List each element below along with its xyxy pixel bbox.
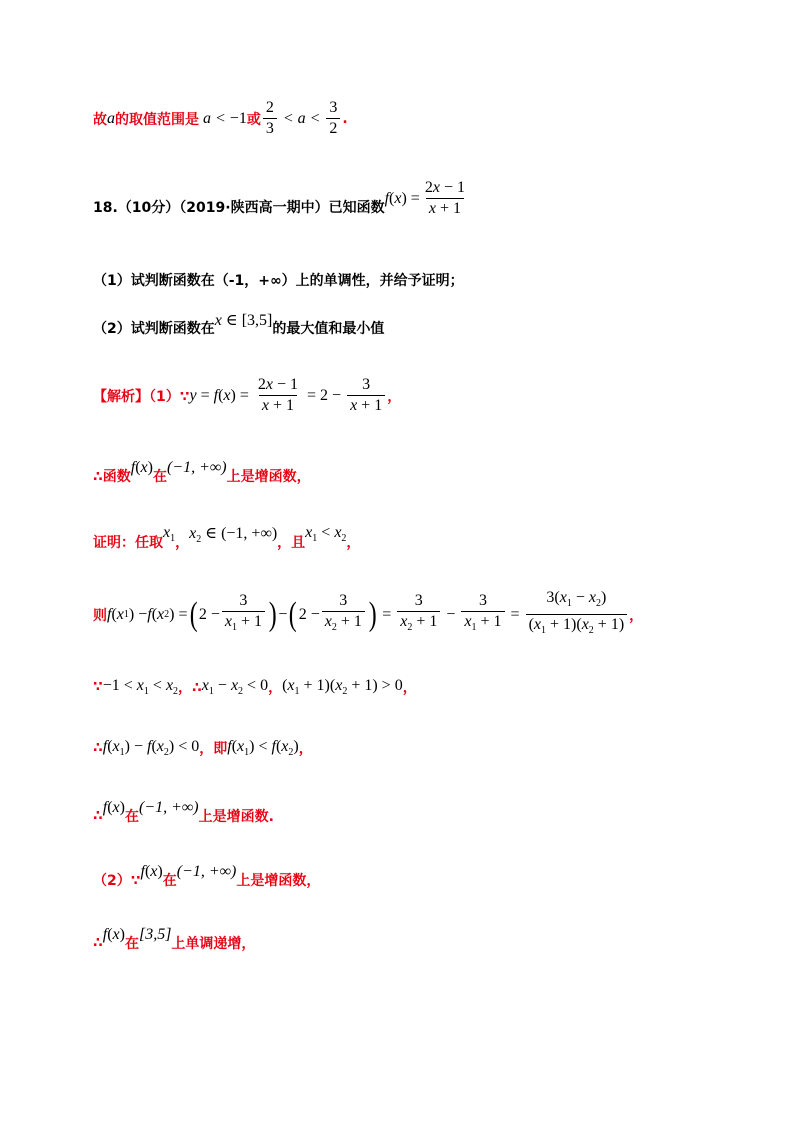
range-conclusion [93, 98, 348, 139]
text: 在 [152, 469, 167, 485]
text: 【解析】（1）∵ [93, 388, 190, 405]
text: （1）试判断函数在（-1，+∞）上的单调性，并给予证明； [93, 273, 464, 289]
math-interval: (−1, +∞) [176, 863, 237, 880]
text: . [342, 110, 348, 127]
math-ineq-1: a < −1 [199, 109, 247, 127]
math-interval-x: x ∈ [3,5] [214, 312, 273, 329]
text: ， [629, 607, 644, 624]
text: ∴函数 [93, 469, 131, 485]
text: 上是增函数， [236, 873, 321, 889]
text: ， [268, 680, 283, 697]
solution-step-6 [93, 738, 313, 758]
text: （2）试判断函数在 [93, 321, 215, 337]
text: 或 [246, 111, 261, 128]
question-part-2 [93, 312, 385, 338]
text: ，即 [199, 741, 228, 758]
text: 则 [93, 607, 107, 624]
text: 证明：任取 [93, 535, 163, 552]
text: 故 [93, 111, 107, 128]
math-fx: f(x) [130, 459, 153, 476]
text: 在 [162, 873, 177, 889]
text: 上单调递增， [171, 936, 256, 952]
text: ， [387, 388, 402, 405]
math-diff-neg: $x_1 - x_2 < 0$ [201, 677, 269, 698]
math-x2-in: $x_2$ ∈ (−1, +∞) [189, 525, 278, 546]
math-fx: f(x) [140, 863, 163, 880]
text: 的最大值和最小值 [272, 321, 385, 337]
math-product-pos: $(x_1 + 1)(x_2 + 1) > 0$ [282, 677, 403, 698]
solution-step-1 [93, 375, 401, 416]
text: 在 [124, 936, 139, 952]
text: （2）∵ [93, 873, 141, 889]
math-interval: (−1, +∞) [138, 799, 199, 816]
solution-step-3 [93, 524, 361, 553]
text: ， [175, 535, 190, 552]
solution-part-2-step-2 [93, 926, 256, 953]
text: ， [298, 741, 313, 758]
math-interval-35: [3,5] [138, 926, 172, 943]
text: 在 [124, 809, 139, 825]
text: ， [346, 535, 361, 552]
text: ∴ [93, 740, 103, 757]
math-order: $-1 < x_1 < x_2$ [102, 677, 179, 698]
math-interval: (−1, +∞) [166, 459, 227, 476]
math-fx-def: f ( x ) = $\frac{2x - 1}{x + 1}$ [384, 179, 465, 217]
solution-part-2-step-1 [93, 863, 321, 890]
text: 18.（10分）（2019·陕西高一期中）已知函数 [93, 199, 385, 216]
solution-step-2 [93, 459, 311, 486]
math-a: a [107, 109, 115, 127]
text: ，且 [277, 535, 306, 552]
math-x1: $x_1$ [163, 524, 176, 545]
math-difference: f ( x 1 ) − f ( x 2 ) = ( 2 − $\frac{3}{x_1 + 1}$ ) − ( 2 − $\frac{3}{x_2 + 1}$ ) = $\frac{3}{x_2 + 1}$ − $\frac{3}{x_1 + 1}$ = $\frac{3(x_1 - x_2)}{(x_1 + 1)(x_2 + 1)}$ [107, 588, 629, 641]
math-y-def: y = f ( x ) = $\frac{2x - 1}{x + 1}$ = 2 − $\frac{3}{x + 1}$ [189, 375, 387, 416]
text: 的取值范围是 [115, 111, 199, 128]
solution-step-5 [93, 677, 417, 697]
math-fx: f(x) [102, 799, 125, 816]
solution-step-7 [93, 799, 274, 826]
math-f-ineq: $f(x_1) < f(x_2)$ [227, 738, 299, 759]
question-18-heading [93, 179, 470, 227]
math-fx: f(x) [102, 926, 125, 943]
math-x1-lt-x2: $x_1 < x_2$ [305, 524, 347, 545]
text: ，∴ [178, 680, 202, 697]
question-part-1 [93, 270, 464, 290]
math-fdiff-neg: $f(x_1) - f(x_2) < 0$ [102, 738, 200, 759]
text: 上是增函数， [226, 469, 311, 485]
math-ineq-2: $\frac{2}{3}$ < a < $\frac{3}{2}$ [261, 98, 343, 139]
text: ， [402, 680, 417, 697]
text: ∵ [93, 679, 103, 696]
text: ∴ [93, 935, 103, 951]
text: ∴ [93, 808, 103, 824]
solution-step-4 [93, 588, 643, 641]
text: 上是增函数. [198, 809, 274, 825]
